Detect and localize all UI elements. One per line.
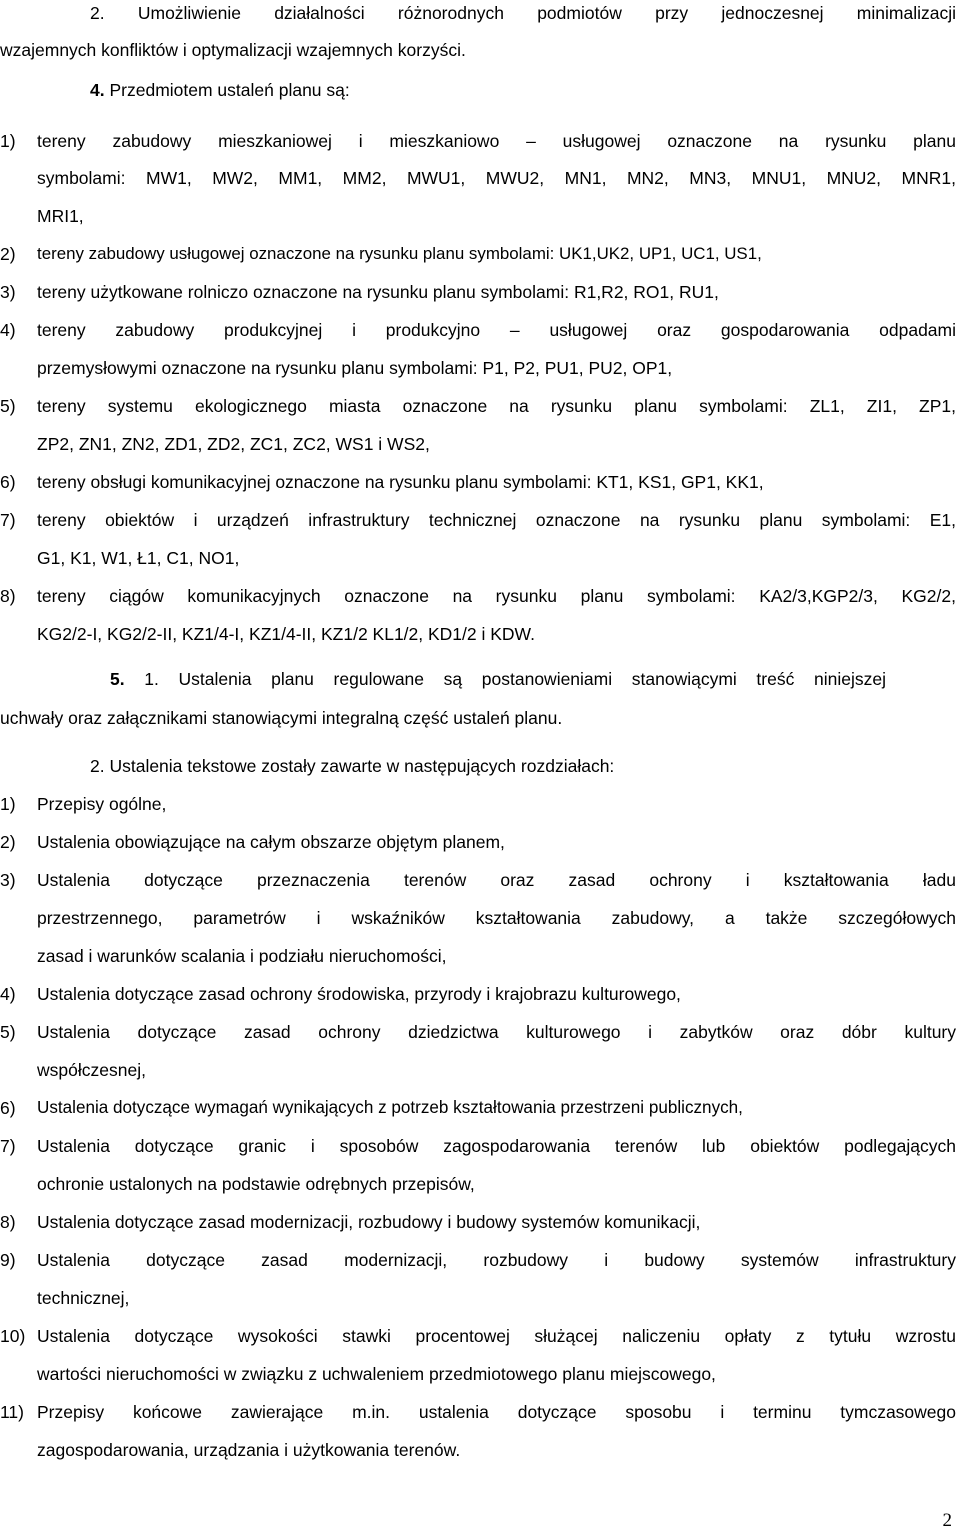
s5-item-9-line-1: Ustalenia dotyczące zasad modernizacji, rozbudowy i budowy systemów infrastruktury — [37, 1250, 956, 1270]
s5-item-11-line-2: zagospodarowania, urządzania i użytkowania terenów. — [37, 1440, 461, 1460]
s4-item-2-line-1: tereny zabudowy usługowej oznaczone na rysunku planu symbolami: UK1,UK2, UP1, UC1, US1, — [37, 244, 762, 263]
intro-line-1: 2. Umożliwienie działalności różnorodnych podmiotów przy jednoczesnej minimalizacji — [90, 3, 956, 23]
s4-item-8-line-1: tereny ciągów komunikacyjnych oznaczone na rysunku planu symbolami: KA2/3,KGP2/3, KG2/2, — [37, 586, 956, 606]
s4-item-8-line-2: KG2/2-I, KG2/2-II, KZ1/4-I, KZ1/4-II, KZ1/2 KL1/2, KD1/2 i KDW. — [37, 624, 535, 644]
s5-item-5-number: 5) — [0, 1022, 16, 1042]
s5-item-10-line-1: Ustalenia dotyczące wysokości stawki procentowej służącej naliczeniu opłaty z tytułu wzrostu — [37, 1326, 956, 1346]
section-5-line-2: uchwały oraz załącznikami stanowiącymi integralną część ustaleń planu. — [0, 708, 563, 728]
s5-item-8-number: 8) — [0, 1212, 16, 1232]
s5-item-6-number: 6) — [0, 1098, 16, 1118]
section-5-p2: 2. Ustalenia tekstowe zostały zawarte w następujących rozdziałach: — [90, 756, 615, 776]
s5-item-3-line-1: Ustalenia dotyczące przeznaczenia terenów oraz zasad ochrony i kształtowania ładu — [37, 870, 956, 890]
s5-item-4-line-1: Ustalenia dotyczące zasad ochrony środowiska, przyrody i krajobrazu kulturowego, — [37, 984, 681, 1004]
s4-item-5-line-1: tereny systemu ekologicznego miasta oznaczone na rysunku planu symbolami: ZL1, ZI1, ZP1, — [37, 396, 956, 416]
s5-item-2-line-1: Ustalenia obowiązujące na całym obszarze objętym planem, — [37, 832, 505, 852]
section-5-p1-text: Ustalenia planu regulowane są postanowieniami stanowiącymi treść niniejszej — [178, 669, 886, 689]
s5-item-5-line-1: Ustalenia dotyczące zasad ochrony dziedzictwa kulturowego i zabytków oraz dóbr kultury — [37, 1022, 956, 1042]
page-number: 2 — [942, 1510, 952, 1531]
s4-item-1-line-2: symbolami: MW1, MW2, MM1, MM2, MWU1, MWU2, MN1, MN2, MN3, MNU1, MNU2, MNR1, — [37, 168, 956, 188]
s5-item-9-line-2: technicznej, — [37, 1288, 130, 1308]
s4-item-1-line-3: MRI1, — [37, 206, 84, 226]
s4-item-7-number: 7) — [0, 510, 16, 530]
s4-item-5-line-2: ZP2, ZN1, ZN2, ZD1, ZD2, ZC1, ZC2, WS1 i WS2, — [37, 434, 430, 454]
s4-item-1-number: 1) — [0, 131, 16, 151]
s5-item-8-line-1: Ustalenia dotyczące zasad modernizacji, rozbudowy i budowy systemów komunikacji, — [37, 1212, 701, 1232]
s4-item-6-line-1: tereny obsługi komunikacyjnej oznaczone na rysunku planu symbolami: KT1, KS1, GP1, KK1, — [37, 472, 764, 492]
s4-item-4-line-2: przemysłowymi oznaczone na rysunku planu symbolami: P1, P2, PU1, PU2, OP1, — [37, 358, 673, 378]
s5-item-4-number: 4) — [0, 984, 16, 1004]
s5-item-3-line-2: przestrzennego, parametrów i wskaźników kształtowania zabudowy, a także szczegółowych — [37, 908, 956, 928]
s4-item-4-number: 4) — [0, 320, 16, 340]
s4-item-1-line-1: tereny zabudowy mieszkaniowej i mieszkaniowo – usługowej oznaczone na rysunku planu — [37, 131, 956, 151]
s5-item-9-number: 9) — [0, 1250, 16, 1270]
s4-item-7-line-1: tereny obiektów i urządzeń infrastruktury technicznej oznaczone na rysunku planu symbolami: E1, — [37, 510, 956, 530]
s4-item-7-line-2: G1, K1, W1, Ł1, C1, NO1, — [37, 548, 240, 568]
s5-item-6-line-1: Ustalenia dotyczące wymagań wynikających z potrzeb kształtowania przestrzeni publicznych, — [37, 1098, 743, 1117]
s5-item-11-number: 11) — [0, 1402, 24, 1422]
s5-item-7-number: 7) — [0, 1136, 16, 1156]
s4-item-5-number: 5) — [0, 396, 16, 416]
s5-item-2-number: 2) — [0, 832, 16, 852]
s5-item-5-line-2: współczesnej, — [37, 1060, 146, 1080]
section-5-mark: 5. — [110, 669, 125, 689]
s5-item-1-number: 1) — [0, 794, 16, 814]
section-5-p1-number: 1. — [144, 669, 159, 689]
s4-item-4-line-1: tereny zabudowy produkcyjnej i produkcyjno – usługowej oraz gospodarowania odpadami — [37, 320, 956, 340]
s5-item-10-number: 10) — [0, 1326, 26, 1346]
s5-item-3-number: 3) — [0, 870, 16, 890]
s5-item-10-line-2: wartości nieruchomości w związku z uchwaleniem przedmiotowego planu miejscowego, — [37, 1364, 716, 1384]
s5-item-11-line-1: Przepisy końcowe zawierające m.in. ustalenia dotyczące sposobu i terminu tymczasowego — [37, 1402, 956, 1422]
intro-line-2: wzajemnych konfliktów i optymalizacji wzajemnych korzyści. — [0, 40, 466, 60]
section-4-heading — [90, 78, 350, 102]
s4-item-2-number: 2) — [0, 244, 16, 264]
s5-item-3-line-3: zasad i warunków scalania i podziału nieruchomości, — [37, 946, 447, 966]
s4-item-6-number: 6) — [0, 472, 16, 492]
s5-item-1-line-1: Przepisy ogólne, — [37, 794, 167, 814]
section-5-line-1 — [110, 667, 886, 691]
s5-item-7-line-1: Ustalenia dotyczące granic i sposobów zagospodarowania terenów lub obiektów podlegających — [37, 1136, 956, 1156]
section-4-mark: 4. — [90, 80, 105, 100]
s4-item-3-number: 3) — [0, 282, 16, 302]
s5-item-7-line-2: ochronie ustalonych na podstawie odrębnych przepisów, — [37, 1174, 475, 1194]
section-4-lead: Przedmiotem ustaleń planu są: — [109, 80, 350, 100]
s4-item-8-number: 8) — [0, 586, 16, 606]
s4-item-3-line-1: tereny użytkowane rolniczo oznaczone na rysunku planu symbolami: R1,R2, RO1, RU1, — [37, 282, 719, 302]
